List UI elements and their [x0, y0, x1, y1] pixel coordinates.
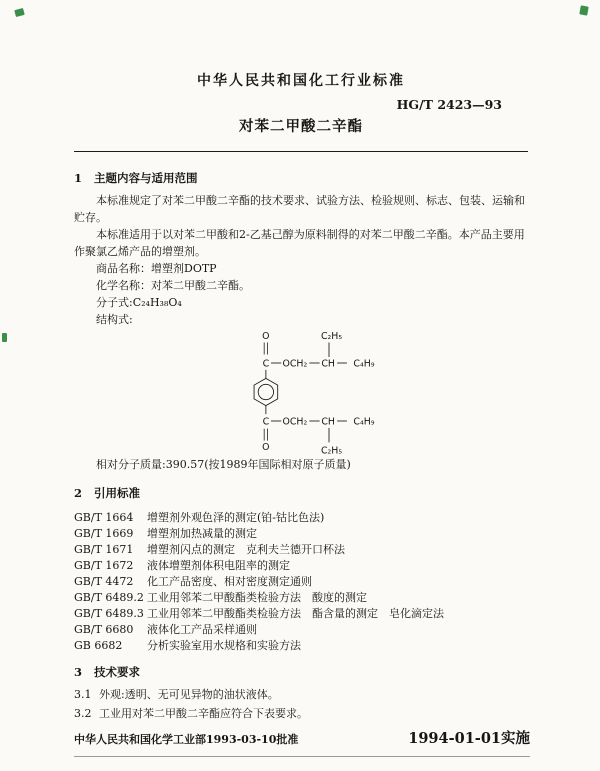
document-title: 对苯二甲酸二辛酯 [239, 118, 363, 135]
atom-o-bottom: O [262, 442, 270, 453]
group-c4h9-top: C₄H₉ [353, 358, 375, 370]
reference-code: GB/T 6680 [74, 623, 134, 636]
approval-statement: 中华人民共和国化学工业部1993-03-10批准 [74, 733, 299, 746]
chemical-name-line: 化学名称：对苯二甲酸二辛酯。 [96, 279, 250, 292]
section-3-number: 3 [74, 665, 83, 679]
group-c2h5-top: C₂H₅ [320, 331, 343, 343]
reference-code: GB/T 1664 [74, 511, 134, 524]
reference-item [74, 606, 528, 622]
structure-svg [242, 328, 387, 456]
organization-title: 中华人民共和国化工行业标准 [197, 73, 405, 89]
clause-item [74, 686, 528, 705]
section-1-number: 1 [74, 171, 83, 185]
ester-group-bottom [262, 416, 375, 456]
section-2-heading [74, 485, 528, 501]
reference-title: 分析实验室用水规格和实验方法 [147, 639, 301, 652]
molecular-weight-line: 相对分子质量:390.57(按1989年国际相对原子质量) [96, 458, 351, 471]
clause-item [74, 705, 528, 724]
scan-artifact [579, 5, 588, 15]
group-ch-bottom: CH [321, 416, 335, 428]
atom-o-top: O [262, 331, 270, 343]
reference-list [74, 510, 528, 654]
reference-item [74, 622, 528, 638]
reference-item [74, 638, 528, 654]
reference-code: GB/T 4472 [74, 575, 134, 588]
section-1-heading [74, 170, 528, 186]
reference-code: GB/T 1672 [74, 559, 134, 572]
reference-title: 增塑剂外观色泽的测定(铂-钴比色法) [147, 511, 325, 524]
atom-c-top: C [262, 358, 270, 370]
reference-item [74, 558, 528, 574]
reference-item [74, 542, 528, 558]
ring-hexagon [254, 378, 278, 405]
section-3-items [74, 686, 528, 723]
reference-item [74, 510, 528, 526]
ring-circle [258, 384, 273, 399]
clause-number: 3.2 [74, 706, 92, 720]
group-och2-bottom: OCH₂ [282, 416, 308, 428]
group-ch-top: CH [321, 358, 335, 370]
page-footer [74, 727, 530, 757]
reference-item [74, 590, 528, 606]
scan-artifact [2, 333, 7, 342]
reference-code: GB/T 1671 [74, 543, 134, 556]
clause-text: 工业用对苯二甲酸二辛酯应符合下表要求。 [99, 706, 308, 720]
reference-title: 工业用邻苯二甲酸酯类检验方法 酸度的测定 [147, 591, 367, 604]
structure-label-line: 结构式: [96, 313, 133, 326]
reference-title: 工业用邻苯二甲酸酯类检验方法 酯含量的测定 皂化滴定法 [147, 607, 444, 620]
section-2-title: 引用标准 [94, 486, 140, 500]
clause-text: 外观:透明、无可见异物的油状液体。 [99, 688, 279, 701]
standard-number: HG/T 2423—93 [396, 97, 502, 112]
reference-code: GB/T 6489.3 [74, 607, 144, 620]
section-3-title: 技术要求 [94, 665, 140, 679]
reference-title: 增塑剂加热减量的测定 [147, 527, 257, 540]
group-och2-top: OCH₂ [282, 358, 308, 370]
reference-title: 液体化工产品采样通则 [147, 623, 257, 636]
reference-title: 增塑剂闪点的测定 克利夫兰德开口杯法 [147, 543, 345, 556]
paragraph: 本标准规定了对苯二甲酸二辛酯的技术要求、试验方法、检验规则、标志、包装、运输和贮存。 [74, 194, 525, 224]
reference-title: 液体增塑剂体积电阻率的测定 [147, 559, 290, 572]
reference-code: GB 6682 [74, 639, 123, 652]
section-1-paragraphs [74, 192, 528, 328]
section-2-number: 2 [74, 486, 83, 500]
group-c2h5-bottom: C₂H₅ [320, 445, 343, 456]
reference-item [74, 574, 528, 590]
molecular-formula-line: 分子式:C₂₄H₃₈O₄ [96, 296, 182, 309]
chemical-structure-diagram [242, 328, 528, 456]
reference-code: GB/T 6489.2 [74, 591, 144, 604]
paragraph: 本标准适用于以对苯二甲酸和2-乙基己醇为原料制得的对苯二甲酸二辛酯。本产品主要用作聚氯乙烯产品的增塑剂。 [74, 228, 525, 258]
reference-item [74, 526, 528, 542]
benzene-ring [254, 370, 278, 414]
section-3-heading [74, 664, 528, 680]
reference-code: GB/T 1669 [74, 527, 134, 540]
product-name-line: 商品名称：增塑剂DOTP [96, 262, 217, 275]
implementation-date: 1994-01-01实施 [408, 730, 530, 747]
section-1-title: 主题内容与适用范围 [94, 171, 198, 185]
atom-c-bottom: C [262, 416, 270, 428]
reference-title: 化工产品密度、相对密度测定通则 [147, 575, 312, 588]
title-rule [74, 151, 528, 152]
ester-group-top [262, 331, 375, 369]
clause-number: 3.1 [74, 688, 92, 701]
group-c4h9-bottom: C₄H₉ [353, 416, 375, 428]
